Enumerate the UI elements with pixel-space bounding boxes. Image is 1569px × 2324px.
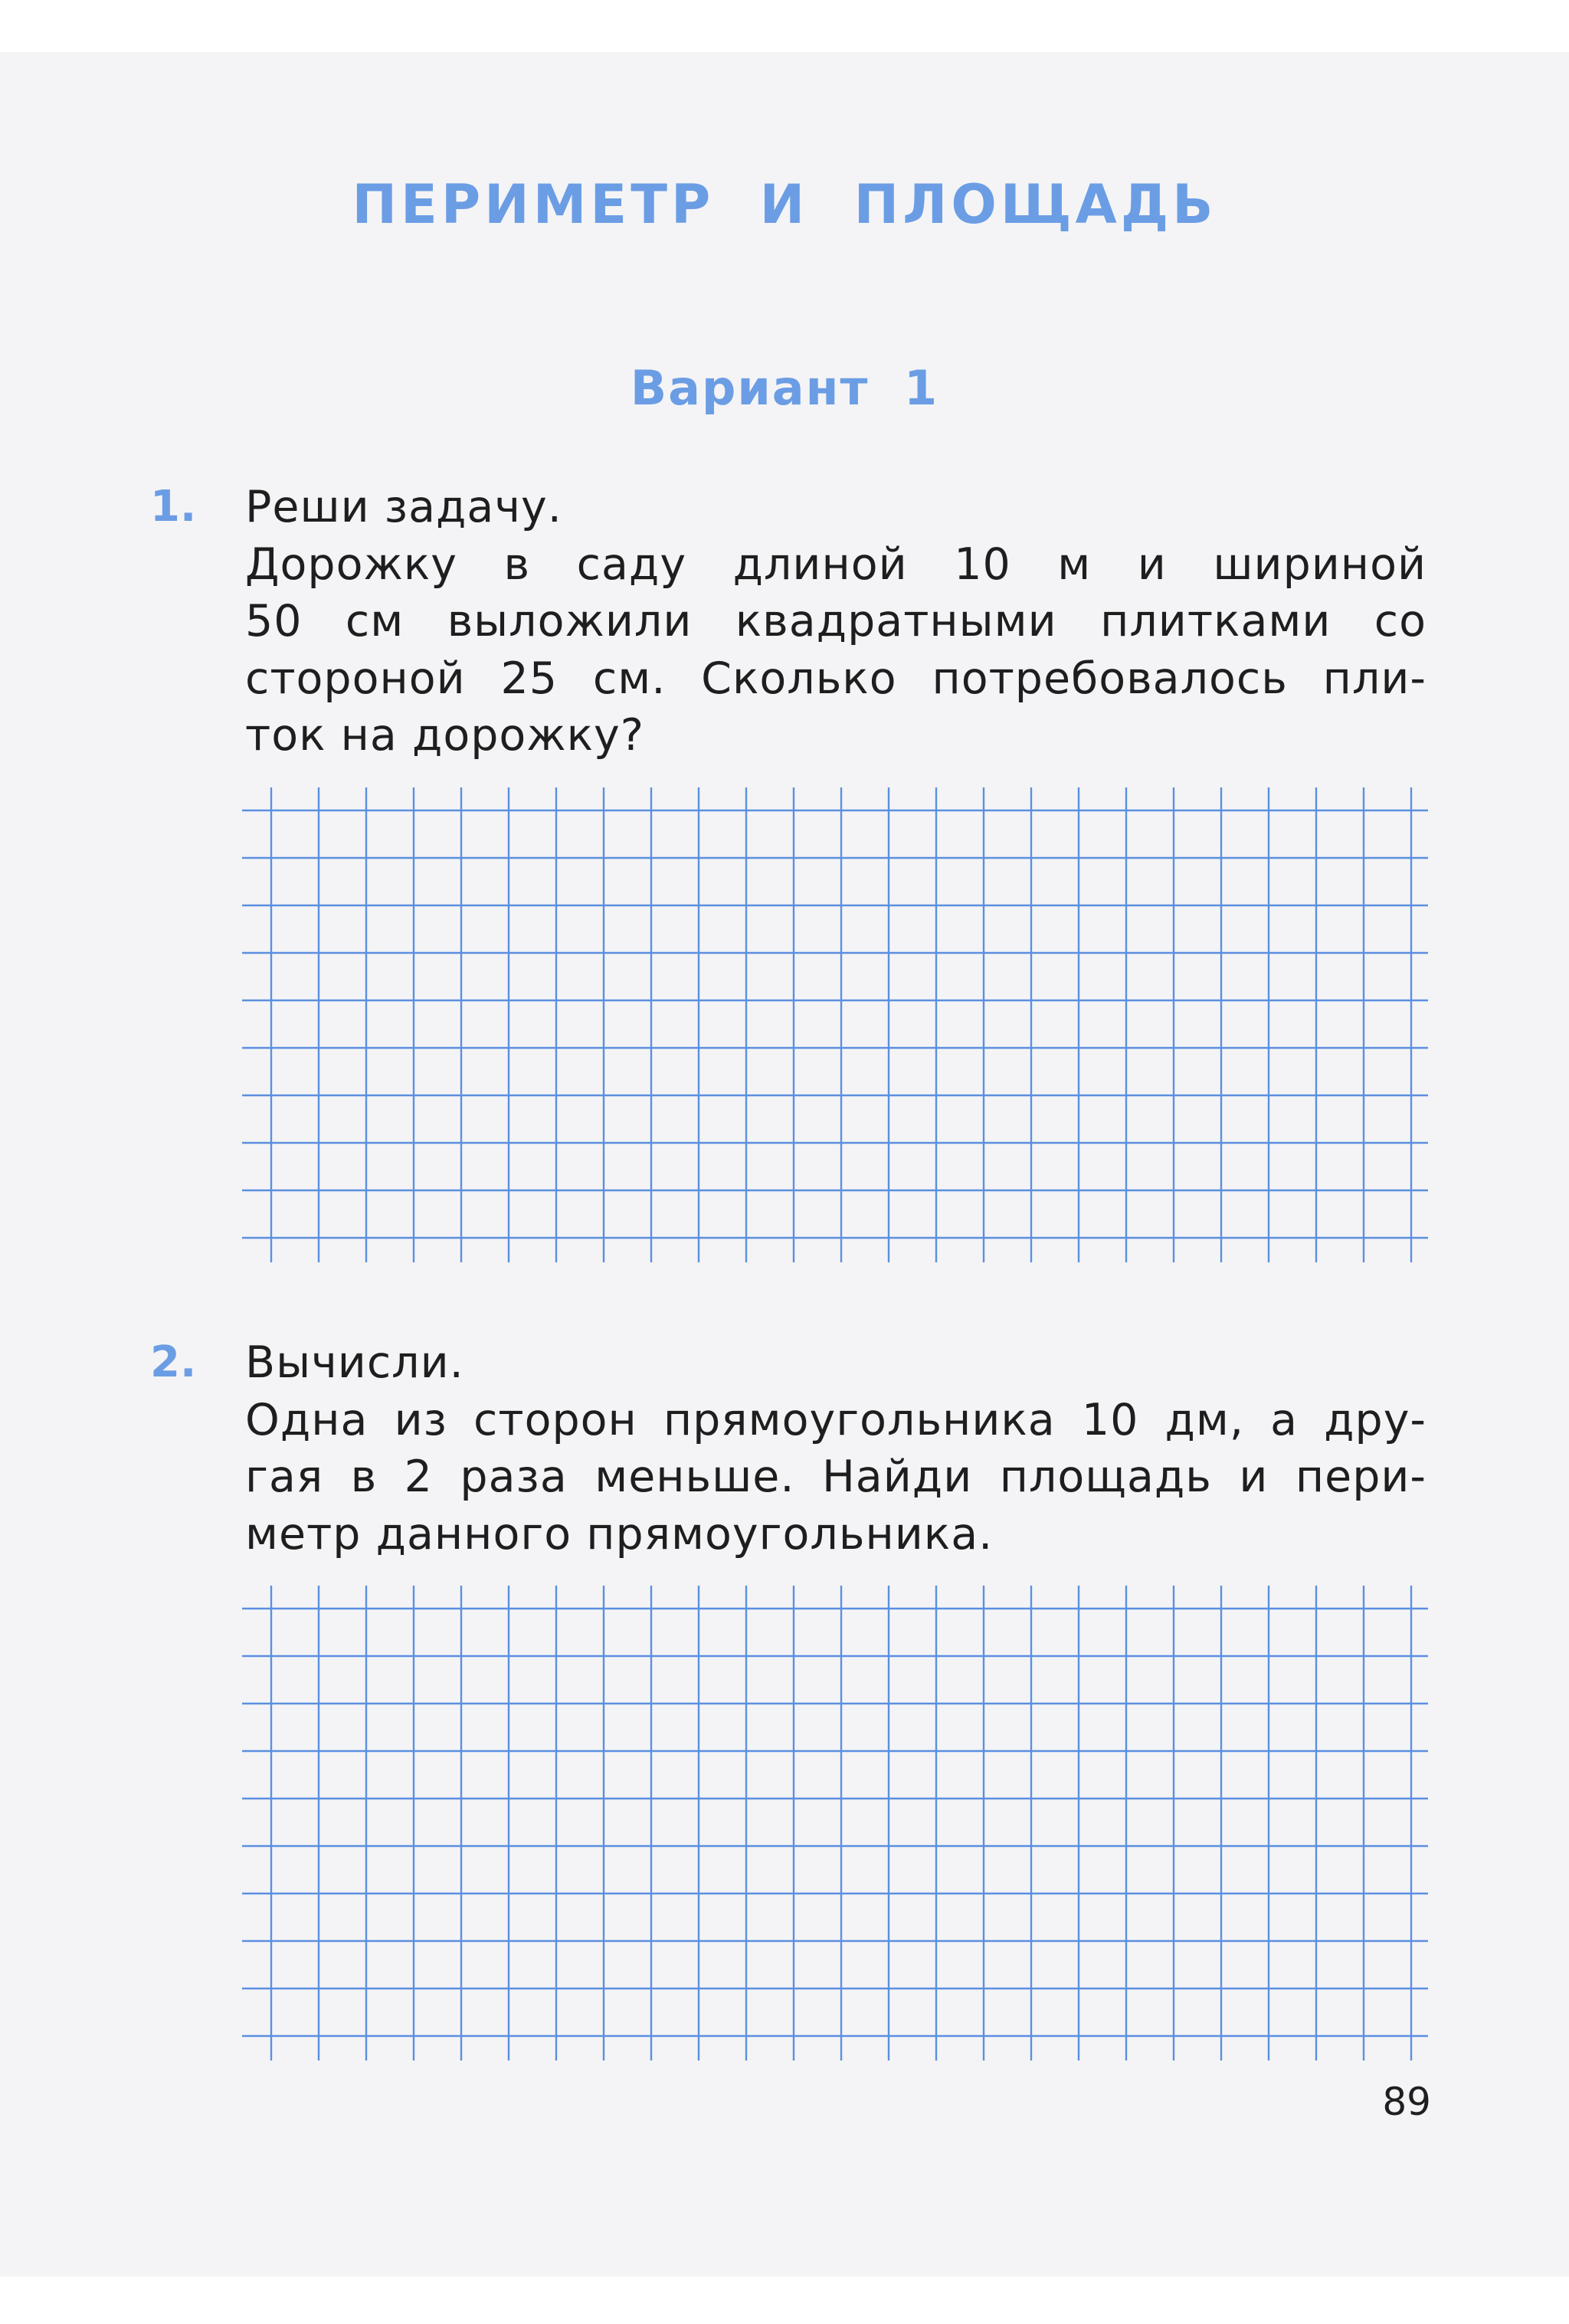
task-line: ток на дорожку? [245, 710, 645, 761]
page-title: ПЕРИМЕТР И ПЛОЩАДЬ [352, 173, 1217, 236]
task-instruction: Реши задачу. [245, 482, 562, 532]
answer-grid-2[interactable] [242, 1586, 1428, 2061]
task-instruction: Вычисли. [245, 1337, 464, 1388]
answer-grid-1[interactable] [242, 787, 1428, 1262]
task-line: 50 см выложили квадратными плитками со [245, 596, 1427, 646]
task-text [245, 1334, 1427, 1563]
task-text [245, 479, 1427, 764]
variant-heading: Вариант 1 [630, 360, 939, 416]
task-line: стороной 25 см. Сколько потребовалось пли- [245, 653, 1427, 704]
page-number: 89 [1382, 2080, 1431, 2124]
task-line: Дорожку в саду длиной 10 м и шириной [245, 538, 1427, 590]
task-number: 2. [150, 1337, 197, 1387]
task-line: метр данного прямоугольника. [245, 1508, 994, 1560]
task-number: 1. [150, 482, 197, 532]
task-line: гая в 2 раза меньше. Найди площадь и пери- [245, 1452, 1427, 1502]
task-line: Одна из сторон прямоугольника 10 дм, а дру- [245, 1394, 1427, 1445]
